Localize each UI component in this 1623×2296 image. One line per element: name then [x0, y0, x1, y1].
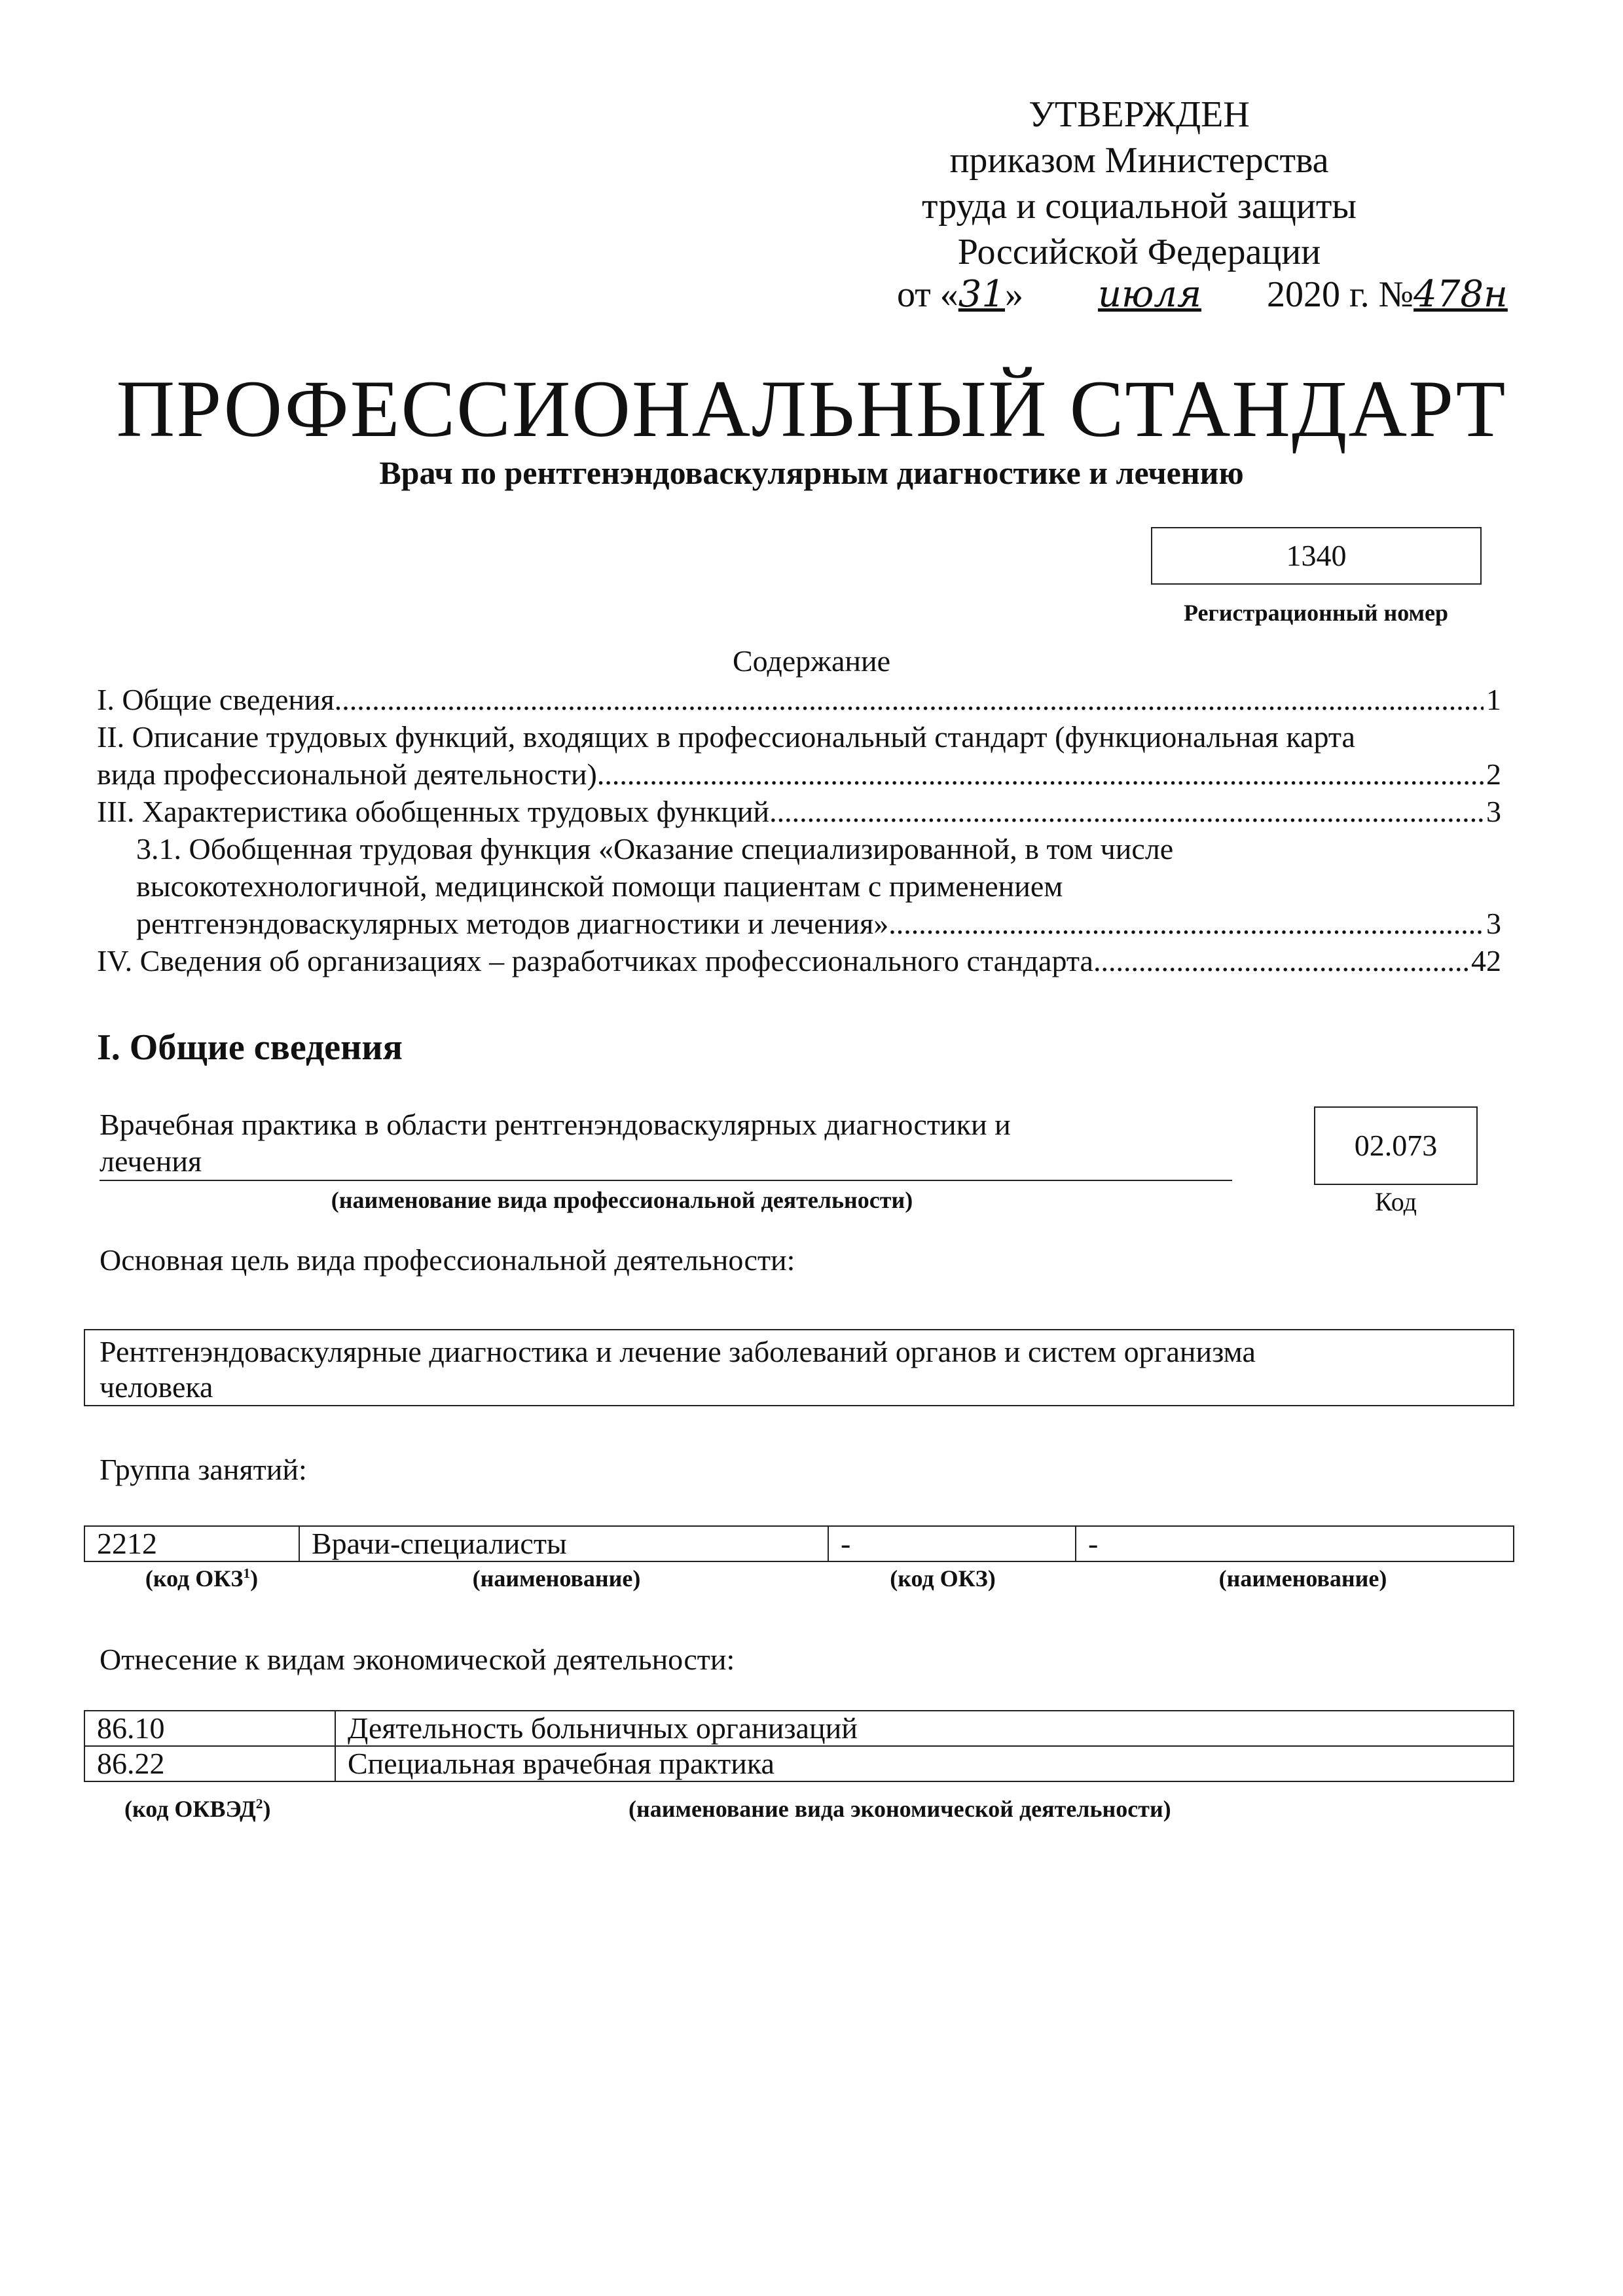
registration-number-box: 1340 — [1151, 527, 1482, 585]
toc-leader — [888, 905, 1484, 942]
toc-title: Содержание — [732, 644, 891, 678]
okz-code-caption — [117, 1565, 287, 1592]
toc-item-line: 3.1. Обобщенная трудовая функция «Оказание специализированной, в том числе — [136, 832, 1174, 866]
approval-line-4: Российской Федерации — [957, 232, 1321, 272]
goal-line: Рентгенэндоваскулярные диагностика и лечение заболеваний органов и систем организма — [100, 1335, 1256, 1368]
table-row — [84, 1746, 1514, 1781]
date-mid: » — [1005, 274, 1023, 315]
caption-close: ) — [263, 1796, 271, 1822]
footnote-ref: 1 — [243, 1565, 251, 1581]
activity-code-caption: Код — [1375, 1187, 1417, 1216]
caption-text: (код ОКЗ — [145, 1565, 244, 1592]
activity-name-line: Врачебная практика в области рентгенэндоваскулярных диагностики и — [100, 1108, 1011, 1141]
activity-name — [100, 1106, 1232, 1181]
occupation-group-table — [84, 1525, 1514, 1562]
table-of-contents — [97, 681, 1501, 979]
document-title: ПРОФЕССИОНАЛЬНЫЙ СТАНДАРТ — [116, 364, 1507, 454]
toc-item-line: II. Описание трудовых функций, входящих в профессиональный стандарт (функциональная карта — [97, 720, 1355, 754]
section-title: I. Общие сведения — [97, 1027, 403, 1068]
table-row — [84, 1526, 1514, 1561]
okz-name-cell: Врачи-специалисты — [299, 1526, 828, 1561]
economic-activity-table — [84, 1710, 1514, 1782]
okved-name-cell: Деятельность больничных организаций — [335, 1711, 1514, 1746]
toc-item-label: I. Общие сведения — [97, 683, 335, 716]
okved-name-caption: (наименование вида экономической деятельности) — [629, 1796, 1171, 1822]
okz-name-cell-2: - — [1076, 1526, 1514, 1561]
okz-name-caption-2: (наименование) — [1218, 1565, 1387, 1592]
goal-line: человека — [100, 1370, 213, 1404]
toc-item[interactable] — [97, 793, 1501, 830]
document-subtitle: Врач по рентгенэндоваскулярным диагностике и лечению — [379, 454, 1244, 491]
okved-name-cell: Специальная врачебная практика — [335, 1746, 1514, 1781]
toc-item-page: 1 — [1486, 683, 1501, 716]
toc-item[interactable] — [97, 905, 1501, 942]
approval-date-line — [897, 272, 1591, 318]
table-row — [84, 1711, 1514, 1746]
okved-code-cell: 86.10 — [84, 1711, 335, 1746]
date-month: июля — [1097, 273, 1202, 316]
okz-code-cell: 2212 — [84, 1526, 299, 1561]
toc-item-label: рентгенэндоваскулярных методов диагностики и лечения» — [136, 907, 889, 940]
activity-name-line: лечения — [100, 1144, 202, 1178]
goal-box — [84, 1329, 1514, 1406]
occupation-group-label: Группа занятий: — [100, 1453, 307, 1486]
approval-block — [845, 92, 1434, 275]
footnote-ref: 2 — [255, 1796, 263, 1812]
okz-code-caption-2: (код ОКЗ) — [890, 1565, 996, 1592]
toc-leader — [335, 681, 1484, 718]
toc-item-label: III. Характеристика обобщенных трудовых функций — [97, 795, 770, 828]
date-day: 31 — [958, 273, 1005, 316]
toc-leader — [597, 756, 1484, 793]
toc-item-label: вида профессиональной деятельности) — [97, 757, 597, 791]
activity-caption: (наименование вида профессиональной деятельности) — [331, 1187, 913, 1213]
registration-number-label: Регистрационный номер — [1183, 600, 1449, 626]
toc-item-page: 3 — [1486, 795, 1501, 828]
toc-leader — [769, 793, 1484, 830]
approval-line-1: УТВЕРЖДЕН — [1029, 94, 1250, 135]
caption-close: ) — [250, 1565, 259, 1592]
order-number: 478н — [1413, 273, 1508, 316]
activity-code-box: 02.073 — [1314, 1106, 1478, 1185]
okved-code-caption — [124, 1795, 271, 1823]
date-prefix: от « — [897, 274, 958, 315]
okz-code-cell-2: - — [828, 1526, 1076, 1561]
toc-item[interactable] — [97, 756, 1501, 793]
goal-label: Основная цель вида профессиональной деятельности: — [100, 1243, 795, 1277]
caption-text: (код ОКВЭД — [124, 1796, 256, 1822]
toc-item-line: высокотехнологичной, медицинской помощи пациентам с применением — [136, 869, 1063, 903]
toc-item-label: IV. Сведения об организациях – разработчиках профессионального стандарта — [97, 944, 1093, 977]
okz-name-caption: (наименование) — [472, 1565, 641, 1592]
toc-item-page: 42 — [1471, 944, 1501, 977]
approval-line-2: приказом Министерства — [949, 140, 1329, 181]
okved-code-cell: 86.22 — [84, 1746, 335, 1781]
toc-item[interactable] — [97, 681, 1501, 718]
economic-activity-label: Отнесение к видам экономической деятельности: — [100, 1643, 735, 1676]
toc-item-page: 3 — [1486, 907, 1501, 940]
approval-line-3: труда и социальной защиты — [922, 186, 1357, 227]
toc-leader — [1093, 942, 1468, 979]
date-year: 2020 г. № — [1267, 274, 1414, 315]
toc-item[interactable] — [97, 942, 1501, 979]
toc-item-page: 2 — [1486, 757, 1501, 791]
